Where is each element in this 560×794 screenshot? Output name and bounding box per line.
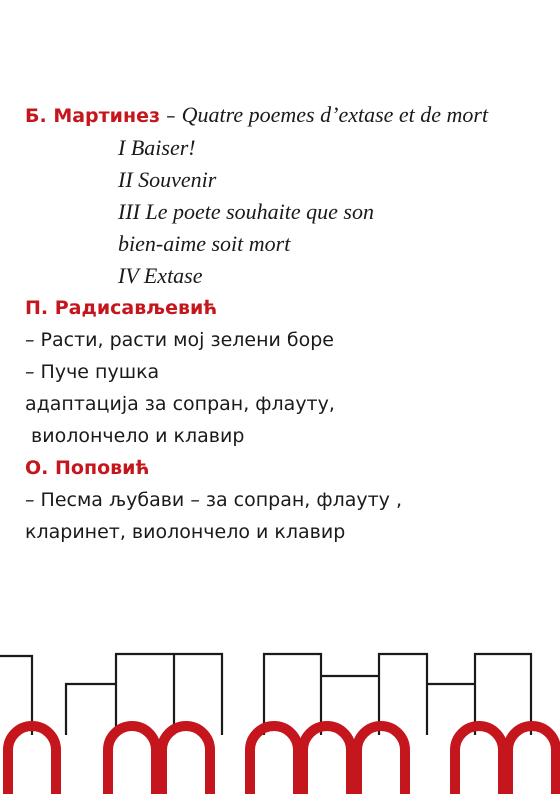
movement-2: II Souvenir xyxy=(118,167,217,192)
work-line-3: адаптација за сопран, флауту, xyxy=(25,393,335,415)
composer-martinez: Б. Мартинез xyxy=(25,105,161,127)
arch-7 xyxy=(455,726,503,794)
work-line-5: – Песма љубави – за сопран, флауту , xyxy=(25,489,403,511)
movement-4: IV Extase xyxy=(118,263,203,288)
movement-1: I Baiser! xyxy=(118,135,196,160)
heading-dash: – xyxy=(160,105,182,127)
composer-popovic: О. Поповић xyxy=(25,457,150,479)
work-line-6: кларинет, виолончело и клавир xyxy=(25,521,346,543)
work-line-2: – Пуче пушка xyxy=(25,361,160,383)
composer-radisavljevic: П. Радисављевић xyxy=(25,297,218,319)
decorative-arches-graphic xyxy=(0,640,560,794)
work-title-martinez: Quatre poemes d’extase et de mort xyxy=(181,102,489,127)
martinez-heading xyxy=(25,104,488,126)
arch-2 xyxy=(108,726,156,794)
movement-3: III Le poete souhaite que son xyxy=(118,199,374,224)
arch-8 xyxy=(508,726,556,794)
movement-3-cont: bien-aime soit mort xyxy=(118,231,291,256)
work-line-1: – Расти, расти мој зелени боре xyxy=(25,329,334,351)
arch-1 xyxy=(8,726,56,794)
red-arches xyxy=(8,726,556,794)
arch-3 xyxy=(162,726,210,794)
arch-4 xyxy=(250,726,298,794)
arch-5 xyxy=(303,726,351,794)
work-line-4: виолончело и клавир xyxy=(25,425,245,447)
arch-6 xyxy=(357,726,405,794)
